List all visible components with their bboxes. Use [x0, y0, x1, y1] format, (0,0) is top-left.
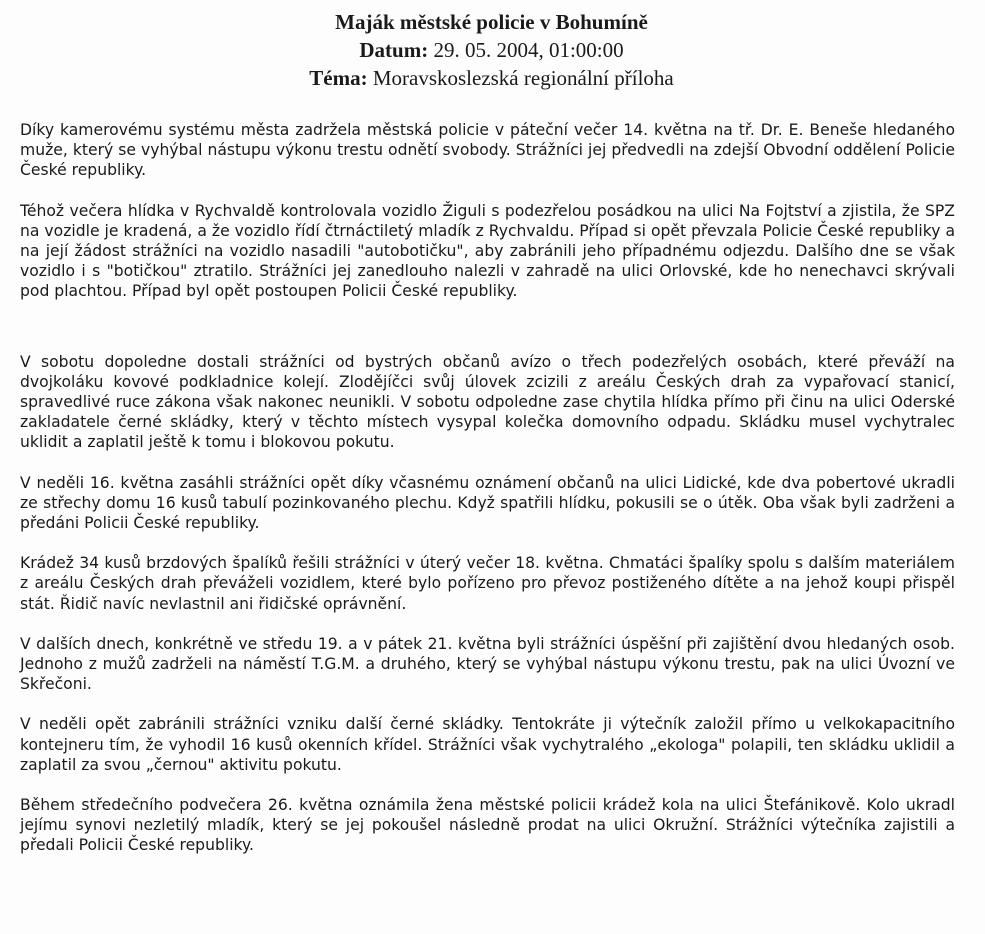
title-text: Maják městské policie v Bohumíně	[335, 10, 648, 34]
paragraph: V sobotu dopoledne dostali strážníci od bystrých občanů avízo o třech podezřelých osobách, které převáží na dvojkoláku kovové podkladnice kolejí. Zlodějíčci svůj úlovek zcizili z areálu Českých drah za vypařovací stanicí, spravedlivé ruce zákona však nakonec neunikli. V sobotu odpoledne zase chytila hlídka přímo při činu na ulici Oderské zakladatele černé skládky, který v těchto místech vysypal kolečka domovního odpadu. Skládku musel vychytralec uklidit a zaplatil ještě k tomu i blokovou pokutu.	[20, 352, 955, 452]
topic-value: Moravskoslezská regionální příloha	[367, 66, 674, 90]
paragraph: V neděli opět zabránili strážníci vzniku další černé skládky. Tentokráte ji výtečník založil přímo u velkokapacitního kontejneru tím, že vyhodil 16 kusů okenních křídel. Strážníci však vychytralého „ekologa" polapili, ten skládku uklidil a zaplatil za svou „černou" aktivitu pokutu.	[20, 715, 955, 774]
date-line	[0, 36, 985, 64]
document-title	[0, 8, 985, 36]
topic-label: Téma:	[309, 66, 368, 90]
paragraph: Během středečního podvečera 26. května oznámila žena městské policii krádež kola na ulici Štefánikově. Kolo ukradl jejímu synovi nezletilý mladík, který se jej pokoušel následně prodat na ulici Okružní. Strážníci výtečníka zajistili a předali Policii České republiky.	[20, 796, 955, 855]
paragraph: V dalších dnech, konkrétně ve středu 19. a v pátek 21. května byli strážníci úspěšní při zajištění dvou hledaných osob. Jednoho z mužů zadrželi na náměstí T.G.M. a druhého, který se vyhýbal nástupu výkonu trestu, pak na ulici Úvozní ve Skřečoni.	[20, 634, 955, 694]
date-value: 29. 05. 2004, 01:00:00	[428, 38, 624, 62]
paragraph: Téhož večera hlídka v Rychvaldě kontrolovala vozidlo Žiguli s podezřelou posádkou na ulici Na Fojtství a zjistila, že SPZ na vozidle je kradená, a že vozidlo řídí čtrnáctiletý mladík z Rychvaldu. Případ si opět převzala Policie České republiky a na její žádost strážníci na vozidlo nasadili "autobotičku", aby zabránili jeho případnému odjezdu. Dalšího dne se však vozidlo i s "botičkou" ztratilo. Strážníci jej zanedlouho nalezli v zahradě na ulici Orlovské, kde ho nenechavci skrývali pod plachtou. Případ byl opět postoupen Policii České republiky.	[20, 201, 955, 301]
paragraph: V neděli 16. května zasáhli strážníci opět díky včasnému oznámení občanů na ulici Lidické, kde dva pobertové ukradli ze střechy domu 16 kusů tabulí pozinkovaného plechu. Když spatřili hlídku, pokusili se o útěk. Oba však byli zadrženi a předáni Policii České republiky.	[20, 473, 955, 533]
topic-line	[0, 64, 985, 92]
date-label: Datum:	[359, 38, 429, 62]
document-header	[0, 8, 985, 92]
paragraph: Díky kamerovému systému města zadržela městská policie v páteční večer 14. května na tř. Dr. E. Beneše hledaného muže, který se vyhýbal nástupu výkonu trestu odnětí svobody. Strážníci jej předvedli na zdejší Obvodní oddělení Policie České republiky.	[20, 121, 955, 180]
article-body	[20, 120, 955, 856]
paragraph: Krádež 34 kusů brzdových špalíků řešili strážníci v úterý večer 18. května. Chmatáci špalíky spolu s dalším materiálem z areálu Českých drah převáželi vozidlem, které bylo pořízeno pro převoz postiženého dítěte a na jehož koupi přispěl stát. Řidič navíc nevlastnil ani řidičské oprávnění.	[20, 554, 955, 613]
